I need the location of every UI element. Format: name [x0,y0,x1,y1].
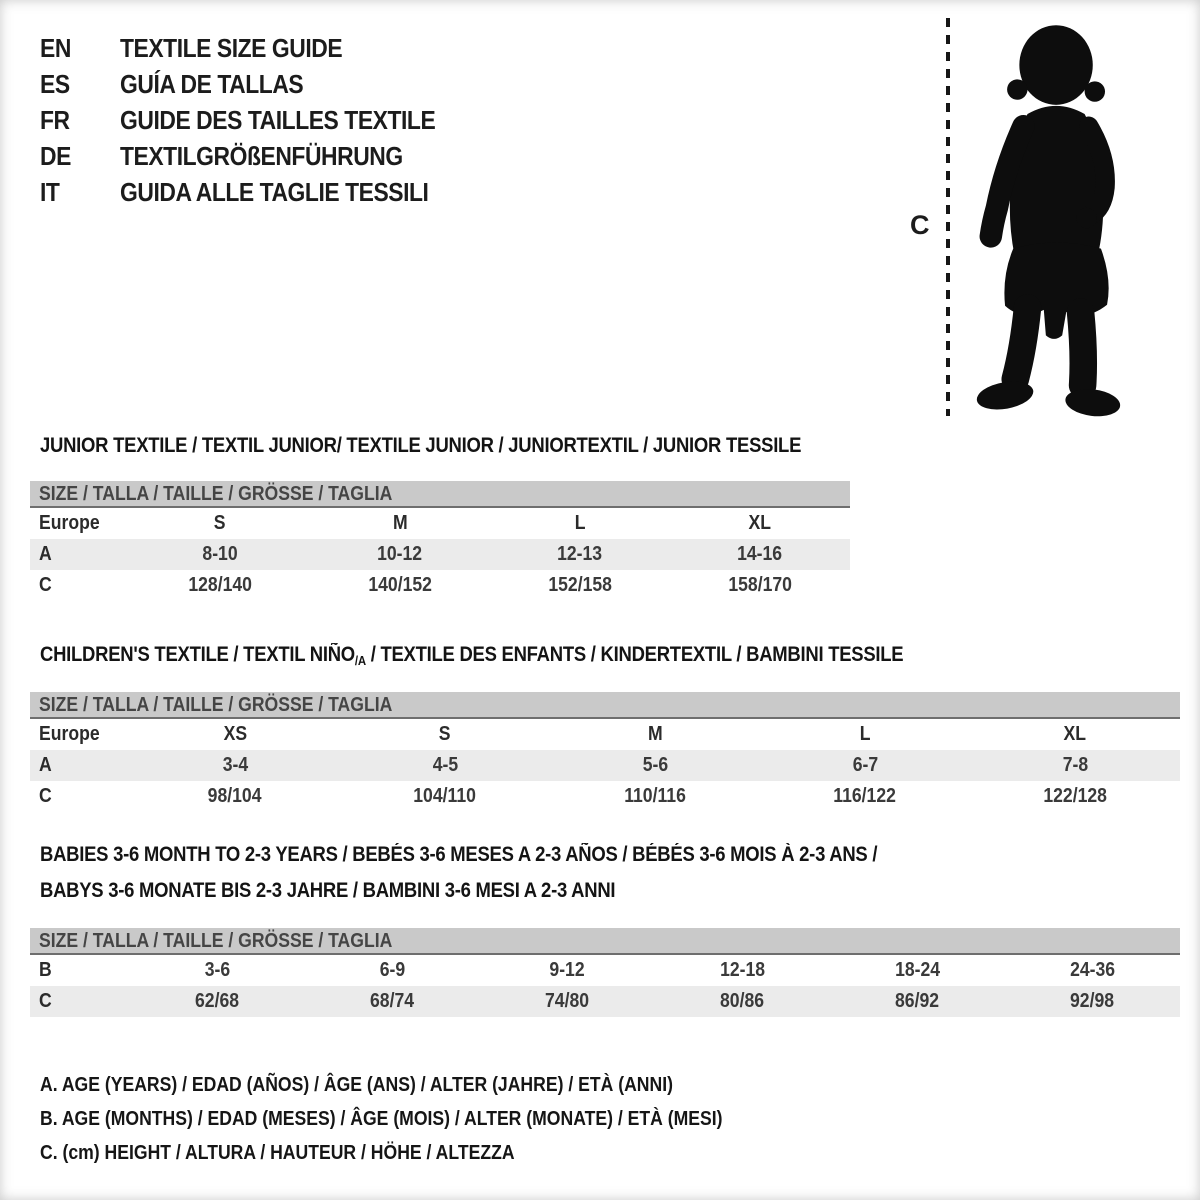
value-cell: 7-8 [1062,754,1088,776]
value-cell: 14-16 [737,543,783,565]
value-cell: 122/128 [1043,785,1107,807]
language-title: TEXTILE SIZE GUIDE [120,32,343,63]
region-label: Europe [39,512,100,534]
junior-section-title: JUNIOR TEXTILE / TEXTIL JUNIOR/ TEXTILE JUNIOR / JUNIORTEXTIL / JUNIOR TESSILE [40,434,802,457]
value-cell: 12-18 [719,959,766,981]
language-title: TEXTILGRÖßENFÜHRUNG [120,140,403,171]
row-label-c: C [39,990,52,1012]
value-cell: 74/80 [545,990,590,1012]
value-cell: 18-24 [894,959,941,981]
language-row-it [40,174,478,210]
children-size-table [30,692,1180,812]
size-header-bar [30,928,1180,955]
size-header-label: SIZE / TALLA / TAILLE / GRÖSSE / TAGLIA [39,930,393,952]
language-row-fr [40,102,478,138]
value-cell: 128/140 [188,574,252,596]
language-code: EN [40,32,71,63]
row-label-b: B [39,959,52,981]
size-header-bar [30,692,1180,719]
height-measure-dashed-line [946,18,950,416]
value-cell: 110/116 [624,785,686,807]
babies-height-row [30,986,1180,1017]
junior-height-row [30,570,850,601]
value-cell: 24-36 [1069,959,1116,981]
language-title-list [40,30,478,210]
value-cell: 62/68 [195,990,240,1012]
value-cell: 12-13 [557,543,603,565]
babies-months-row [30,955,1180,986]
row-label-c: C [39,574,52,596]
value-cell: 92/98 [1070,990,1115,1012]
size-cell: S [214,512,226,534]
value-cell: 4-5 [432,754,458,776]
region-label: Europe [39,723,100,745]
size-cell: XS [223,723,247,745]
size-cell: XL [748,512,772,534]
value-cell: 158/170 [728,574,792,596]
value-cell: 98/104 [208,785,262,807]
size-cell: XL [1063,723,1087,745]
value-cell: 3-4 [222,754,248,776]
size-header-bar [30,481,850,508]
value-cell: 104/110 [413,785,477,807]
language-row-en [40,30,478,66]
junior-age-row [30,539,850,570]
language-title: GUÍA DE TALLAS [120,68,304,99]
row-label-c: C [39,785,52,807]
language-row-es [40,66,478,102]
babies-section-title-line2: BABYS 3-6 MONATE BIS 2-3 JAHRE / BAMBINI 3-6 MESI A 2-3 ANNI [40,879,616,902]
children-section-title [40,643,1021,668]
size-header-label: SIZE / TALLA / TAILLE / GRÖSSE / TAGLIA [39,483,393,505]
children-title-part1: CHILDREN'S TEXTILE / TEXTIL NIÑO [40,643,355,666]
value-cell: 86/92 [895,990,940,1012]
children-age-row [30,750,1180,781]
junior-size-row [30,508,850,539]
value-cell: 140/152 [368,574,432,596]
babies-size-table [30,928,1180,1017]
value-cell: 80/86 [720,990,765,1012]
value-cell: 5-6 [642,754,668,776]
value-cell: 116/122 [833,785,897,807]
value-cell: 3-6 [204,959,231,981]
legend-age-years: A. AGE (YEARS) / EDAD (AÑOS) / ÂGE (ANS) / ALTER (JAHRE) / ETÀ (ANNI) [40,1074,673,1096]
value-cell: 6-9 [379,959,406,981]
legend-age-months: B. AGE (MONTHS) / EDAD (MESES) / ÂGE (MOIS) / ALTER (MONATE) / ETÀ (MESI) [40,1108,723,1130]
size-cell: M [392,512,408,534]
language-code: DE [40,140,71,171]
row-label-a: A [39,543,52,565]
size-cell: L [859,723,871,745]
row-label-a: A [39,754,52,776]
value-cell: 10-12 [377,543,423,565]
junior-size-table [30,481,850,601]
children-size-row [30,719,1180,750]
size-cell: M [647,723,663,745]
children-title-sub: /A [354,653,366,668]
value-cell: 6-7 [852,754,878,776]
height-measure-label-c: C [910,210,930,240]
children-height-row [30,781,1180,812]
babies-section-title-line1: BABIES 3-6 MONTH TO 2-3 YEARS / BEBÉS 3-6 MESES A 2-3 AÑOS / BÉBÉS 3-6 MOIS À 2-3 ANS / [40,843,878,866]
children-title-part2: / TEXTILE DES ENFANTS / KINDERTEXTIL / BAMBINI TESSILE [365,643,904,666]
language-row-de [40,138,478,174]
size-cell: S [439,723,451,745]
value-cell: 68/74 [370,990,415,1012]
size-cell: L [574,512,586,534]
language-code: ES [40,68,70,99]
toddler-silhouette [962,12,1144,420]
language-code: IT [40,176,60,207]
legend-height-cm: C. (cm) HEIGHT / ALTURA / HAUTEUR / HÖHE / ALTEZZA [40,1142,515,1164]
value-cell: 9-12 [549,959,586,981]
value-cell: 152/158 [548,574,612,596]
language-title: GUIDE DES TAILLES TEXTILE [120,104,436,135]
value-cell: 8-10 [202,543,238,565]
language-code: FR [40,104,70,135]
size-header-label: SIZE / TALLA / TAILLE / GRÖSSE / TAGLIA [39,694,393,716]
language-title: GUIDA ALLE TAGLIE TESSILI [120,176,429,207]
